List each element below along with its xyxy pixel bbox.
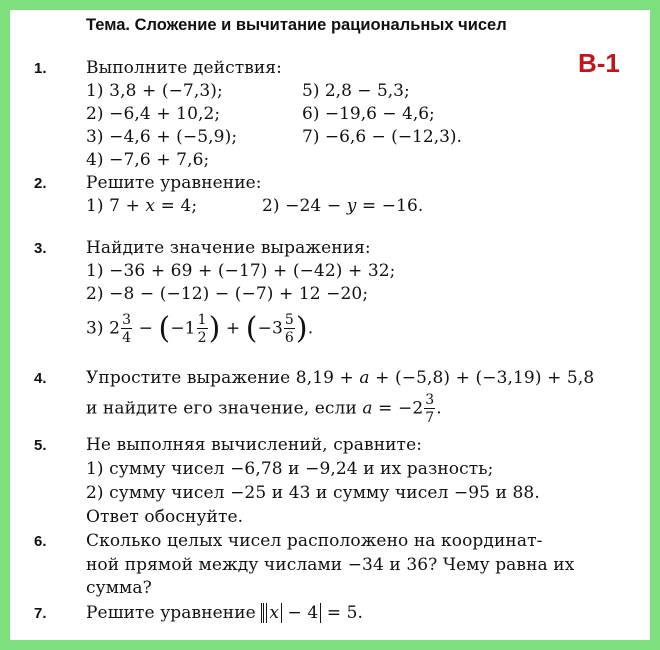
fraction-3-num: 5 — [284, 312, 294, 328]
t4-fraction-num: 3 — [425, 392, 435, 408]
task-5-number: 5. — [34, 437, 47, 454]
eq2-var: y — [346, 196, 357, 216]
task-1-item: 7) −6,6 − (−12,3). — [302, 127, 462, 147]
t7-mid: − 4 — [282, 603, 319, 623]
fraction-2-den: 2 — [197, 330, 207, 346]
task-1-title: Выполните действия: — [86, 58, 282, 78]
l3-prefix: 3) — [86, 318, 104, 339]
task-3-line-1: 1) −36 + 69 + (−17) + (−42) + 32; — [86, 261, 396, 281]
fraction-2-num: 1 — [197, 312, 207, 328]
task-3-line-2: 2) −8 − (−12) − (−7) + 12 −20; — [86, 284, 369, 304]
task-5-title: Не выполняя вычислений, сравните: — [86, 435, 423, 455]
variant-label: В-1 — [578, 48, 620, 78]
task-3-title: Найдите значение выражения: — [86, 238, 371, 258]
eq2-post: = −16. — [356, 196, 424, 216]
fraction-1-den: 4 — [122, 330, 132, 346]
task-6-line-2: ной прямой между числами −34 и 36? Чему равна их — [86, 555, 575, 575]
eq1-post: = 4; — [155, 196, 198, 216]
task-4-line-1 — [86, 368, 594, 388]
topic-label: Тема. — [86, 16, 130, 34]
task-1-item: 5) 2,8 − 5,3; — [302, 81, 410, 101]
fraction-1 — [121, 313, 132, 345]
t4-var: a — [362, 398, 373, 419]
t4-fraction-den: 7 — [425, 410, 435, 426]
task-4-line-2 — [86, 393, 442, 425]
task-1-item: 6) −19,6 − 4,6; — [302, 104, 435, 124]
fraction-1-num: 3 — [122, 312, 132, 328]
task-1-item: 2) −6,4 + 10,2; — [86, 104, 221, 124]
operator-plus: + — [225, 318, 241, 339]
paren-open: ( — [158, 311, 171, 346]
topic-heading — [86, 16, 507, 35]
task-7-number: 7. — [34, 605, 47, 622]
mixed-whole-2: −1 — [170, 318, 196, 339]
t7-pre: Решите уравнение — [86, 603, 262, 623]
task-2-equation-2 — [262, 196, 423, 216]
paren-open: ( — [245, 311, 258, 346]
eq2-pre: 2) −24 − — [262, 196, 347, 216]
t7-post: = 5. — [321, 603, 364, 623]
task-1-item: 3) −4,6 + (−5,9); — [86, 127, 238, 147]
t7-var: x — [269, 603, 279, 623]
task-5-line-1: 1) сумму чисел −6,78 и −9,24 и их разность; — [86, 459, 494, 479]
task-1-item: 1) 3,8 + (−7,3); — [86, 81, 223, 101]
task-2-equation-1 — [86, 196, 197, 216]
task-4-number: 4. — [34, 370, 47, 387]
task-3-number: 3. — [34, 240, 47, 257]
task-5-line-3: Ответ обоснуйте. — [86, 507, 244, 527]
t4-line2-pre: и найдите его значение, если — [86, 398, 363, 419]
task-5-line-2: 2) сумму чисел −25 и 43 и сумму чисел −95 и 88. — [86, 483, 540, 503]
inner-abs — [266, 603, 282, 623]
t4-line1-pre: Упростите выражение 8,19 + — [86, 368, 360, 388]
fraction-3-den: 6 — [284, 330, 294, 346]
t4-fraction — [424, 393, 435, 425]
task-1-number: 1. — [34, 60, 47, 77]
task-6-number: 6. — [34, 533, 47, 550]
task-7-line — [86, 603, 363, 623]
worksheet-page — [10, 10, 650, 640]
task-6-line-1: Сколько целых чисел расположено на координат- — [86, 531, 543, 551]
eq1-pre: 1) 7 + — [86, 196, 146, 216]
paren-close: ) — [208, 311, 221, 346]
outer-abs — [261, 603, 321, 623]
t4-line1-post: + (−5,8) + (−3,19) + 5,8 — [369, 368, 595, 388]
operator-minus: − — [138, 318, 153, 339]
paren-close: ) — [295, 311, 308, 346]
fraction-2 — [197, 313, 208, 345]
task-1-item: 4) −7,6 + 7,6; — [86, 150, 210, 170]
eq1-var: x — [145, 196, 156, 216]
task-2-number: 2. — [34, 175, 47, 192]
l3-end: . — [307, 318, 314, 339]
task-3-line-3 — [86, 313, 313, 345]
topic-text: Сложение и вычитание рациональных чисел — [134, 16, 507, 34]
fraction-3 — [284, 313, 295, 345]
t4-var: a — [359, 368, 370, 388]
t4-end: . — [436, 398, 442, 419]
mixed-whole-1: 2 — [109, 318, 121, 339]
t4-eq: = −2 — [372, 398, 424, 419]
mixed-whole-3: −3 — [257, 318, 283, 339]
task-6-line-3: сумма? — [86, 578, 152, 598]
task-2-title: Решите уравнение: — [86, 173, 262, 193]
